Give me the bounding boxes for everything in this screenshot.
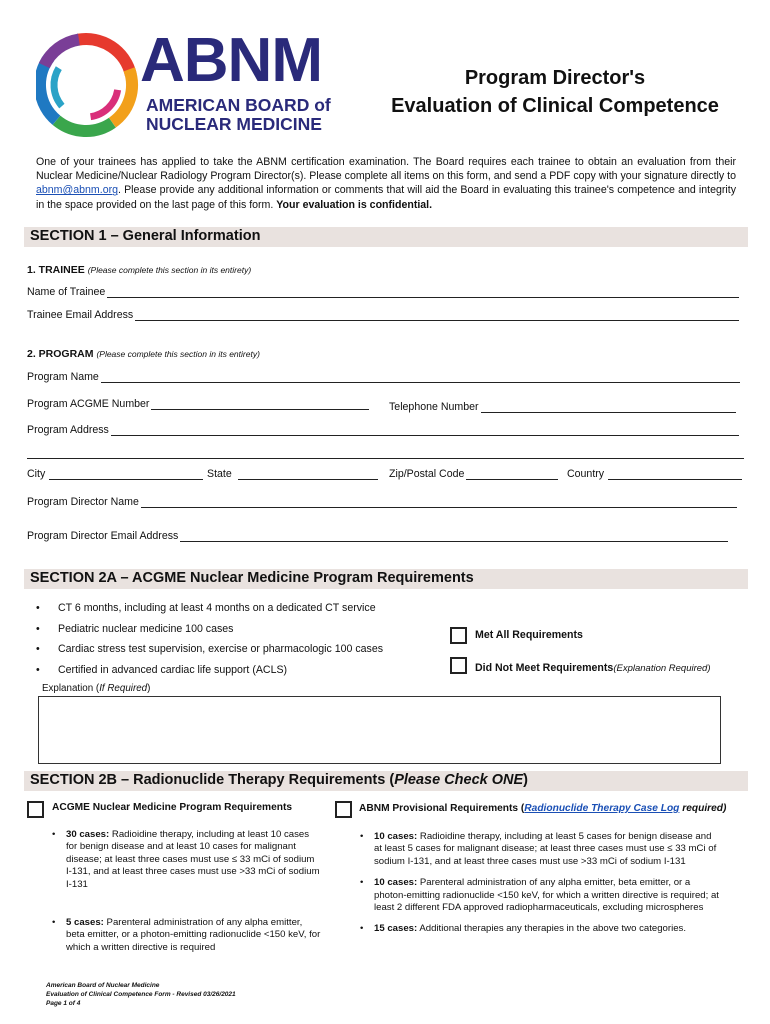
trainee-email-label: Trainee Email Address <box>27 309 134 321</box>
country-row <box>567 468 742 480</box>
trainee-name-label: Name of Trainee <box>27 286 106 298</box>
city-row <box>27 468 203 480</box>
trainee-note: (Please complete this section in its entirety) <box>87 265 252 275</box>
director-name-row <box>27 496 737 508</box>
explanation-label-end: ) <box>147 683 151 694</box>
program-address-label: Program Address <box>27 424 109 436</box>
zip-label: Zip/Postal Code <box>389 468 465 480</box>
case-count: 10 cases: <box>374 877 418 889</box>
footer-form-revision: Evaluation of Clinical Competence Form - Revised 03/26/2021 <box>46 991 236 998</box>
requirement-item: • Pediatric nuclear medicine 100 cases <box>36 619 383 640</box>
program-name-field[interactable] <box>101 373 740 383</box>
director-email-field[interactable] <box>180 532 728 542</box>
zip-row <box>389 468 558 480</box>
explanation-required-note: (Explanation Required) <box>613 663 711 674</box>
program-subheading <box>27 348 260 360</box>
telephone-label: Telephone Number <box>389 401 479 413</box>
title-line-2: Evaluation of Clinical Competence <box>391 95 719 117</box>
city-label: City <box>27 468 46 480</box>
page-footer <box>46 981 236 1008</box>
director-name-field[interactable] <box>141 498 737 508</box>
requirement-item: • CT 6 months, including at least 4 months on a dedicated CT service <box>36 598 383 619</box>
trainee-email-row <box>27 309 739 321</box>
explanation-label-italic: If Required <box>99 683 148 694</box>
case-description: Parenteral administration of any alpha emitter, beta emitter, or a photon-emitting radionuclide <150 keV, for which a written directive is required; at least 2 different FDA approved radiopharmaceuticals, excluding microspheres <box>374 877 719 914</box>
acgme-therapy-list <box>52 829 322 962</box>
logo-acronym: ABNM <box>140 26 322 95</box>
abnm-therapy-list <box>360 831 720 944</box>
intro-text-continued: . Please provide any additional information or comments that will aid the Board in evaluating this trainee's competence and integrity in the space provided on the last page of this form. <box>36 184 736 211</box>
contact-email-link[interactable]: abnm@abnm.org <box>36 184 119 197</box>
section-2b-header <box>24 771 748 791</box>
list-item <box>52 917 322 954</box>
abnm-provisional-checkbox[interactable] <box>335 801 352 818</box>
country-label: Country <box>567 468 605 480</box>
country-field[interactable] <box>608 470 742 480</box>
case-description: Parenteral administration of any alpha emitter, beta emitter, or a photon-emitting radionuclide <150 keV, for which a written directive is required <box>66 917 321 953</box>
program-name-row <box>27 371 740 383</box>
state-label: State <box>207 468 232 480</box>
intro-text: One of your trainees has applied to take the ABNM certification examination. The Board requires each trainee to obtain an evaluation from their Nuclear Medicine/Nuclear Radiology Program Director(s). Please complete all items on this form, and send a PDF copy with your signature directly to <box>36 156 736 183</box>
abnm-provisional-heading-row <box>359 803 726 814</box>
did-not-meet-checkbox[interactable] <box>450 657 467 674</box>
program-note: (Please complete this section in its entirety) <box>96 349 260 359</box>
program-address-row <box>27 424 739 436</box>
footer-org: American Board of Nuclear Medicine <box>46 982 160 989</box>
program-address-field[interactable] <box>111 426 739 436</box>
case-count: 5 cases: <box>66 917 104 929</box>
therapy-case-log-link[interactable]: Radionuclide Therapy Case Log <box>524 803 680 814</box>
case-count: 30 cases: <box>66 829 110 840</box>
explanation-label-text: Explanation ( <box>42 683 100 694</box>
trainee-subheading <box>27 264 251 276</box>
title-line-1: Program Director's <box>464 67 646 89</box>
state-field[interactable] <box>238 470 378 480</box>
section-2b-title-text: SECTION 2B – Radionuclide Therapy Requirements ( <box>30 772 395 788</box>
acgme-number-field[interactable] <box>151 400 369 410</box>
case-description: Radioidine therapy, including at least 5 cases for benign disease and at least 5 cases for malignant disease; at least three cases must use ≤ 33 mCi of sodium I-131, and at least three cases must use >33 mCi of sodium I-131 <box>374 831 717 867</box>
requirement-item: • Certified in advanced cardiac life support (ACLS) <box>36 660 383 681</box>
did-not-meet-label: Did Not Meet Requirements <box>475 662 614 674</box>
program-name-label: Program Name <box>27 371 99 383</box>
case-count: 15 cases: <box>374 923 418 935</box>
abnm-logo <box>36 26 346 140</box>
city-field[interactable] <box>49 470 203 480</box>
logo-line-2: NUCLEAR MEDICINE <box>146 114 322 134</box>
telephone-row <box>389 395 736 413</box>
director-name-label: Program Director Name <box>27 496 139 508</box>
footer-page-number: Page 1 of 4 <box>46 1000 81 1007</box>
section-2a-header <box>24 569 748 589</box>
intro-paragraph <box>36 155 736 212</box>
abnm-provisional-heading-end: required) <box>679 803 727 814</box>
page-title <box>360 64 750 120</box>
list-item <box>360 877 720 914</box>
did-not-meet-label-row <box>475 662 711 674</box>
acgme-therapy-checkbox[interactable] <box>27 801 44 818</box>
section-2b-title <box>30 772 528 788</box>
abnm-provisional-heading: ABNM Provisional Requirements ( <box>359 803 525 814</box>
case-count: 10 cases: <box>374 831 418 842</box>
section-2a-title: SECTION 2A – ACGME Nuclear Medicine Program Requirements <box>30 570 474 586</box>
acgme-requirements-list <box>36 598 383 680</box>
trainee-email-field[interactable] <box>135 311 739 321</box>
telephone-field[interactable] <box>481 403 736 413</box>
case-description: Additional therapies any therapies in the above two categories. <box>417 923 687 935</box>
explanation-label <box>42 683 150 694</box>
acgme-number-label: Program ACGME Number <box>27 398 150 410</box>
program-address-line-2[interactable] <box>27 458 744 459</box>
requirement-item: • Cardiac stress test supervision, exercise or pharmacologic 100 cases <box>36 639 383 660</box>
director-email-label: Program Director Email Address <box>27 530 179 542</box>
trainee-heading: 1. TRAINEE <box>27 264 85 276</box>
section-1-header <box>24 227 748 247</box>
zip-field[interactable] <box>466 470 558 480</box>
acgme-number-row <box>27 398 369 410</box>
section-2b-title-italic: Please Check ONE <box>394 772 524 788</box>
section-1-title: SECTION 1 – General Information <box>30 228 261 244</box>
program-heading: 2. PROGRAM <box>27 348 94 360</box>
section-2b-title-end: ) <box>523 772 528 788</box>
list-item <box>360 831 720 868</box>
confidential-note: Your evaluation is confidential. <box>276 198 433 211</box>
explanation-textbox[interactable] <box>38 696 721 764</box>
state-row <box>207 468 378 480</box>
acgme-therapy-heading: ACGME Nuclear Medicine Program Requirements <box>52 802 293 813</box>
trainee-name-row <box>27 286 739 298</box>
case-description: Radioidine therapy, including at least 10 cases for benign disease and at least 10 cases for malignant disease; at least three cases must use ≤ 33 mCi of sodium I-131, and at least three cases must use >33 mCi of sodium I-131 <box>66 829 320 890</box>
met-all-label: Met All Requirements <box>475 629 583 641</box>
list-item <box>360 923 720 935</box>
logo-line-1: AMERICAN BOARD of <box>146 95 331 115</box>
director-email-row <box>27 530 728 542</box>
met-all-checkbox[interactable] <box>450 627 467 644</box>
trainee-name-field[interactable] <box>107 288 739 298</box>
list-item <box>52 829 322 891</box>
